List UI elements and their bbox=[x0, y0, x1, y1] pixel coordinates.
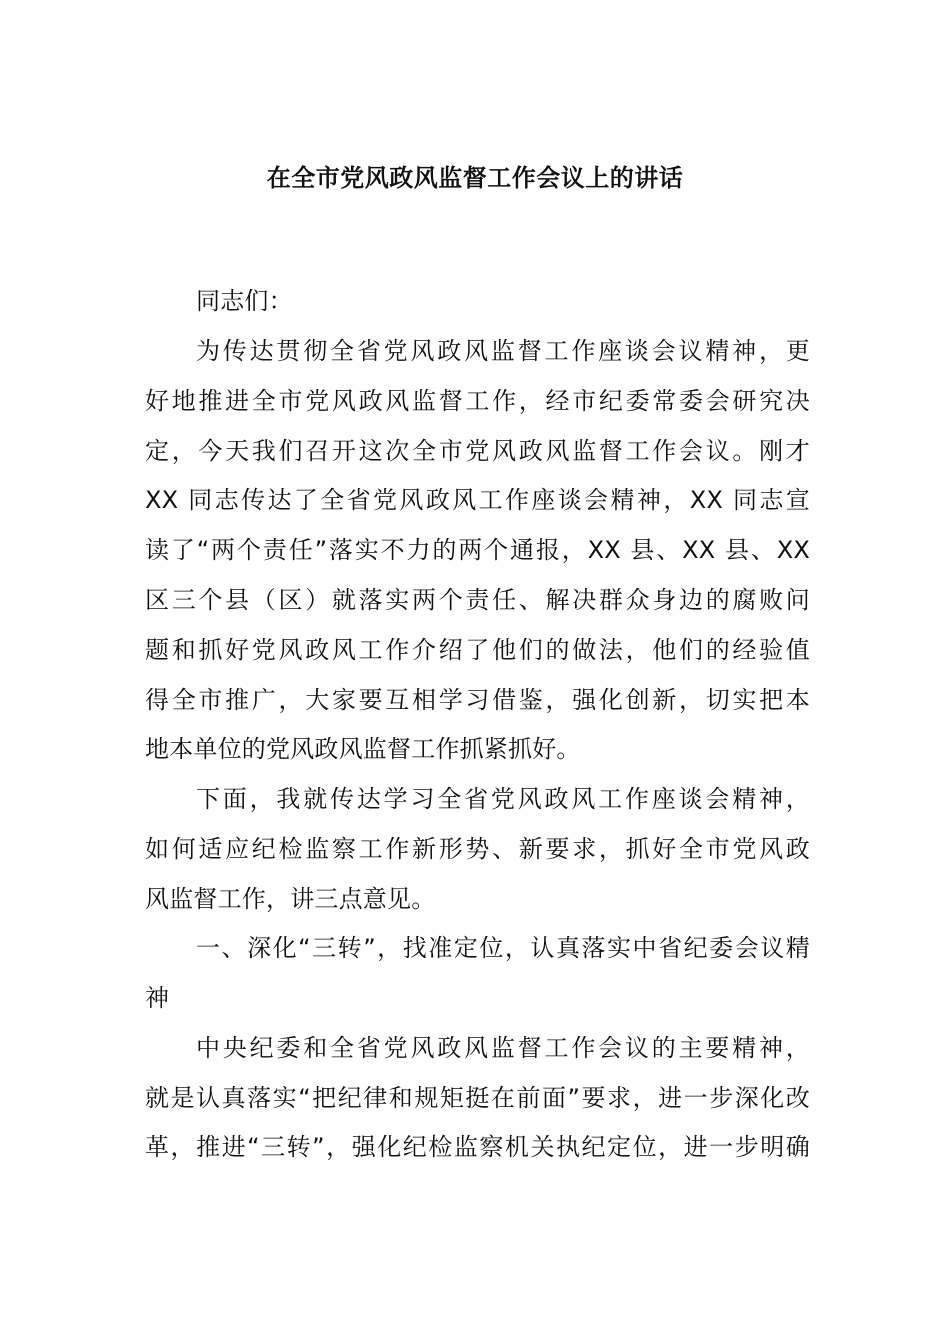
document-title: 在全市党风政风监督工作会议上的讲话 bbox=[266, 164, 684, 192]
paragraph-line: 为传达贯彻全省党风政风监督工作座谈会议精神，更 bbox=[196, 337, 810, 365]
paragraph-line: 读了“两个责任”落实不力的两个通报，XX 县、XX 县、XX bbox=[145, 536, 810, 564]
paragraph-line: 好地推进全市党风政风监督工作，经市纪委常委会研究决 bbox=[145, 387, 810, 415]
section-heading-line: 一、深化“三转”，找准定位，认真落实中省纪委会议精 bbox=[196, 934, 810, 962]
section-heading-line: 神 bbox=[145, 984, 170, 1012]
paragraph-line: 地本单位的党风政风监督工作抓紧抓好。 bbox=[145, 735, 581, 763]
paragraph-line: 题和抓好党风政风工作介绍了他们的做法，他们的经验值 bbox=[145, 636, 810, 664]
paragraph-line: 如何适应纪检监察工作新形势、新要求，抓好全市党风政 bbox=[145, 835, 810, 863]
paragraph-line: XX 同志传达了全省党风政风工作座谈会精神，XX 同志宣 bbox=[145, 486, 810, 514]
paragraph-line: 风监督工作，讲三点意见。 bbox=[145, 885, 436, 913]
paragraph-line: 革，推进“三转”，强化纪检监察机关执纪定位，进一步明确 bbox=[145, 1133, 810, 1161]
paragraph-line: 得全市推广，大家要互相学习借鉴，强化创新，切实把本 bbox=[145, 686, 810, 714]
paragraph-line: 就是认真落实“把纪律和规矩挺在前面”要求，进一步深化改 bbox=[145, 1084, 810, 1112]
paragraph-line: 区三个县（区）就落实两个责任、解决群众身边的腐败问 bbox=[145, 586, 810, 614]
salutation: 同志们： bbox=[196, 287, 293, 315]
paragraph-line: 下面，我就传达学习全省党风政风工作座谈会精神， bbox=[196, 785, 810, 813]
paragraph-line: 定，今天我们召开这次全市党风政风监督工作会议。刚才 bbox=[145, 437, 810, 465]
paragraph-line: 中央纪委和全省党风政风监督工作会议的主要精神， bbox=[196, 1034, 810, 1062]
